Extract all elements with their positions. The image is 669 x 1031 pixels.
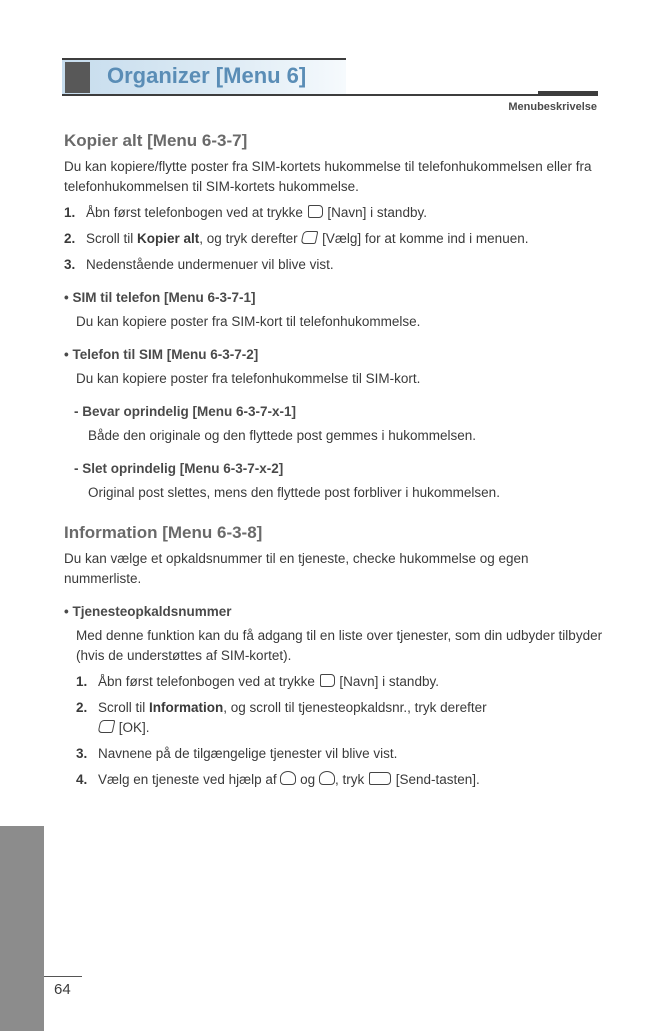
step-text: Scroll til: [98, 700, 146, 715]
nav-up-key-icon: [280, 771, 296, 785]
step-text: [Navn] i standby.: [339, 674, 439, 689]
list-item: [64, 770, 604, 790]
subsection-heading: • Tjenesteopkaldsnummer: [64, 604, 232, 619]
header-square-marker: [65, 62, 90, 93]
section-heading-information: Information [Menu 6-3-8]: [64, 523, 263, 542]
soft-key-left-icon: [98, 720, 116, 733]
step-text: Scroll til: [86, 231, 134, 246]
step-text: Navnene på de tilgængelige tjenester vil blive vist.: [98, 746, 398, 761]
sub-subsection-heading: - Bevar oprindelig [Menu 6-3-7-x-1]: [74, 404, 297, 419]
step-bold-text: Information: [149, 700, 224, 715]
side-tab: [0, 826, 44, 1031]
step-number: 1.: [76, 674, 88, 689]
nav-down-key-icon: [319, 771, 335, 785]
step-number: 1.: [64, 205, 76, 220]
subsection-text: Du kan kopiere poster fra SIM-kort til telefonhukommelse.: [76, 314, 421, 329]
step-bold-text: Kopier alt: [137, 231, 200, 246]
page-number: 64: [54, 981, 71, 998]
section-label: Menubeskrivelse: [508, 101, 597, 113]
soft-key-left-icon: [301, 231, 319, 244]
subsection-heading: • Telefon til SIM [Menu 6-3-7-2]: [64, 347, 259, 362]
step-text: [OK].: [118, 720, 150, 735]
step-text: , og tryk derefter: [199, 231, 298, 246]
step-text: [Vælg] for at komme ind i menuen.: [322, 231, 529, 246]
step-text: Åbn først telefonbogen ved at trykke: [86, 205, 303, 220]
list-item: [64, 698, 604, 738]
step-text: Nedenstående undermenuer vil blive vist.: [86, 257, 334, 272]
list-item: [64, 229, 604, 249]
subsection-text: Med denne funktion kan du få adgang til en liste over tjenester, som din udbyder tilbyder (hvis de understøttes af SIM-kortet).: [76, 628, 603, 663]
sub-subsection-text: Både den originale og den flyttede post gemmes i hukommelsen.: [88, 428, 476, 443]
step-text: Åbn først telefonbogen ved at trykke: [98, 674, 315, 689]
step-text: [Navn] i standby.: [327, 205, 427, 220]
subsection-heading: • SIM til telefon [Menu 6-3-7-1]: [64, 290, 256, 305]
step-number: 2.: [76, 700, 88, 715]
step-text: Vælg en tjeneste ved hjælp af: [98, 772, 277, 787]
step-number: 2.: [64, 231, 76, 246]
kopier-intro: Du kan kopiere/flytte poster fra SIM-kortets hukommelse til telefonhukommelsen eller fra telefonhukommelsen til SIM-kortets hukommelse.: [64, 159, 592, 194]
page-content: [64, 130, 604, 790]
sub-subsection-text: Original post slettes, mens den flyttede post forbliver i hukommelsen.: [88, 485, 500, 500]
header-rule: [62, 94, 598, 96]
list-item: [64, 255, 604, 275]
list-item: [64, 672, 604, 692]
step-text: , og scroll til tjenesteopkaldsnr., tryk derefter: [223, 700, 487, 715]
section-heading-kopier: Kopier alt [Menu 6-3-7]: [64, 131, 248, 150]
send-key-icon: [369, 772, 391, 785]
header-rule-accent: [538, 91, 598, 95]
page-number-rule: [44, 976, 82, 977]
step-number: 3.: [64, 257, 76, 272]
step-number: 3.: [76, 746, 88, 761]
list-item: [64, 203, 604, 223]
sub-subsection-heading: - Slet oprindelig [Menu 6-3-7-x-2]: [74, 461, 284, 476]
information-intro: Du kan vælge et opkaldsnummer til en tjeneste, checke hukommelse og egen nummerliste.: [64, 551, 529, 586]
soft-key-right-icon: [308, 205, 323, 218]
step-text: , tryk: [334, 772, 365, 787]
soft-key-right-icon: [320, 674, 335, 687]
list-item: [64, 744, 604, 764]
step-text: og: [300, 772, 316, 787]
subsection-text: Du kan kopiere poster fra telefonhukommelse til SIM-kort.: [76, 371, 421, 386]
step-text: [Send-tasten].: [395, 772, 480, 787]
step-number: 4.: [76, 772, 88, 787]
page-title: Organizer [Menu 6]: [107, 63, 307, 88]
